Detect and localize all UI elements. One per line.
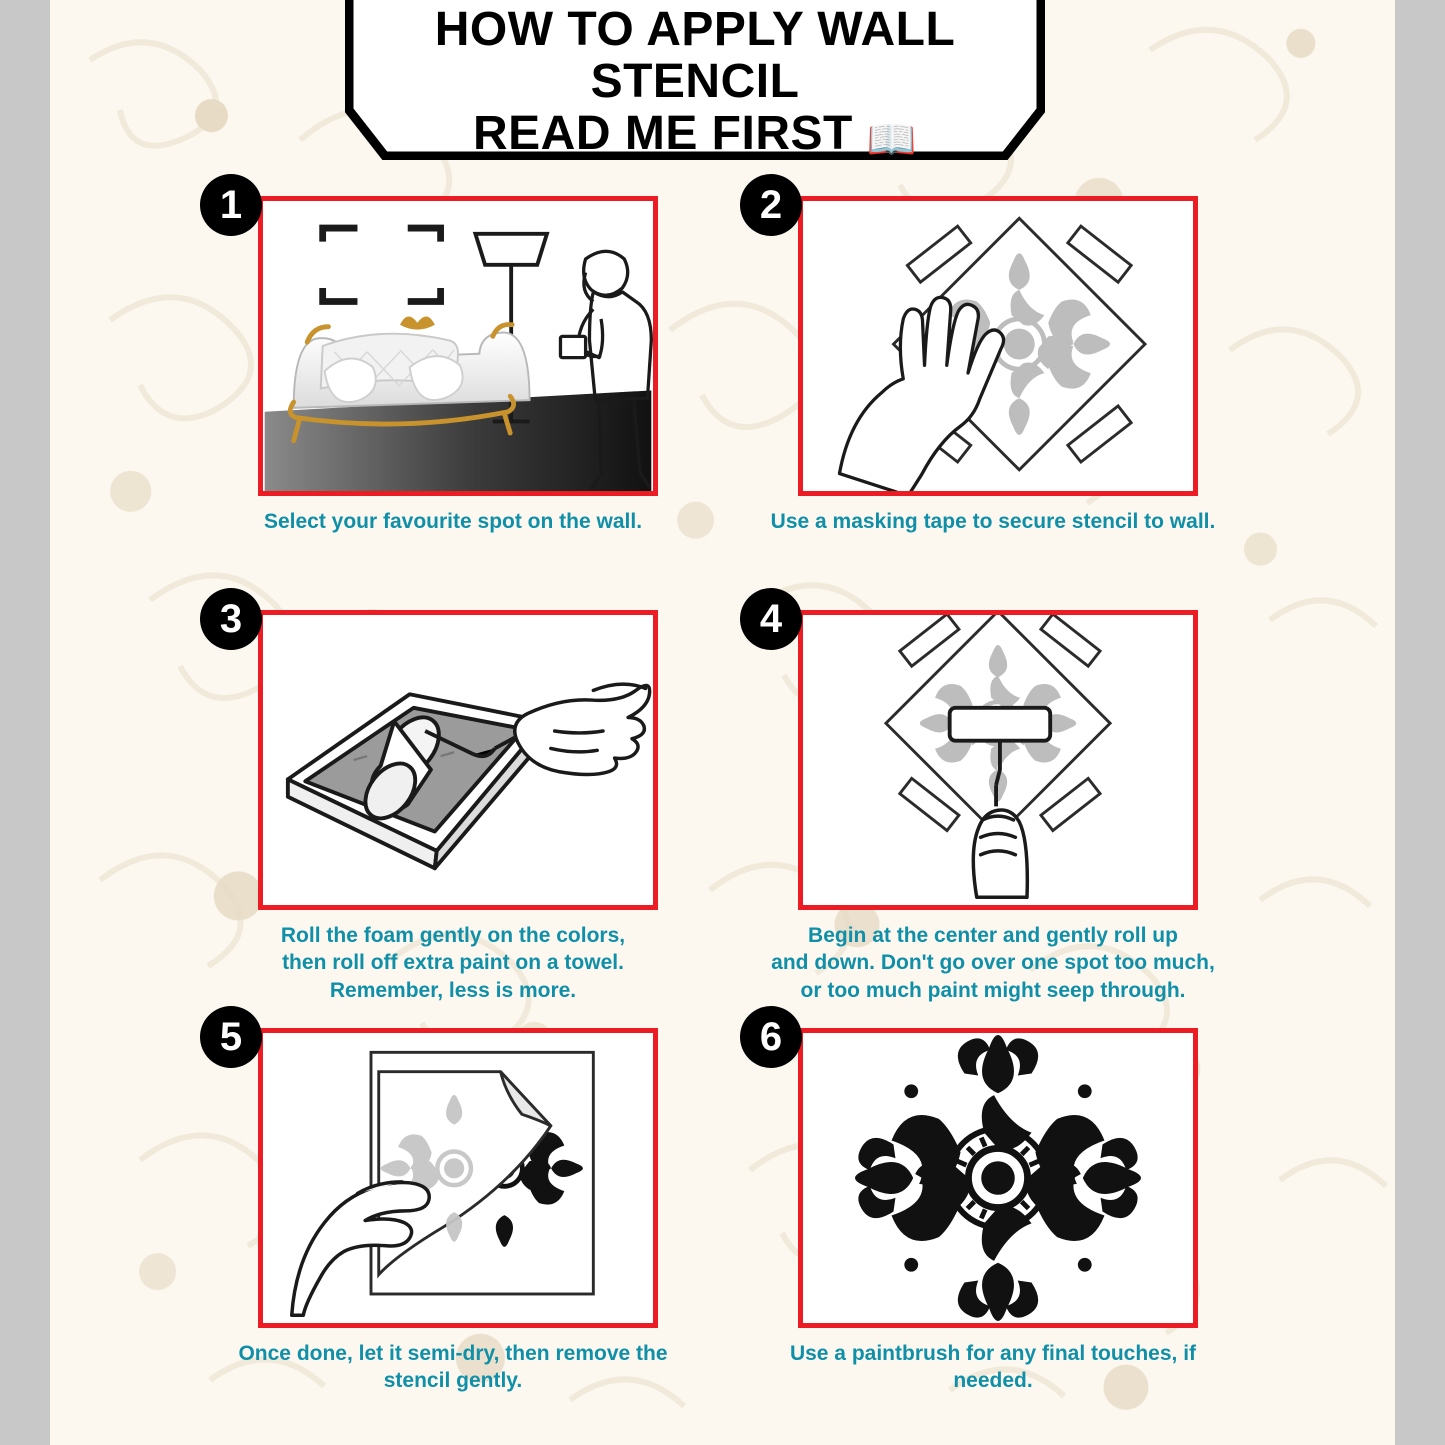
- rolling-paint-over-taped-stencil-icon: [803, 615, 1193, 905]
- step-6: [758, 1014, 1228, 1395]
- step-6-illustration: [798, 1028, 1198, 1328]
- step-1-number: 1: [200, 174, 262, 236]
- step-5: [218, 1014, 688, 1395]
- step-3-caption-line-2: then roll off extra paint on a towel.: [282, 951, 624, 975]
- step-6-number: 6: [740, 1006, 802, 1068]
- step-2: [758, 182, 1228, 535]
- living-room-sofa-lamp-person-icon: [263, 201, 653, 491]
- step-4-caption-line-2: and down. Don't go over one spot too much,: [771, 951, 1215, 975]
- step-5-illustration: [258, 1028, 658, 1328]
- title-line-2-wrap: [345, 108, 1045, 162]
- step-1-illustration: [258, 196, 658, 496]
- step-4-caption-line-1: Begin at the center and gently roll up: [808, 924, 1178, 947]
- step-4-caption: [758, 922, 1228, 1004]
- step-3-illustration: [258, 610, 658, 910]
- step-6-caption: Use a paintbrush for any final touches, if needed.: [789, 1342, 1197, 1393]
- step-5-number: 5: [200, 1006, 262, 1068]
- step-5-caption: [218, 1340, 688, 1395]
- title-line-1: HOW TO APPLY WALL STENCIL: [434, 3, 956, 108]
- step-3-caption-line-1: Roll the foam gently on the colors,: [280, 924, 626, 947]
- step-3: [218, 596, 688, 1004]
- hand-peeling-stencil-icon: [263, 1033, 653, 1323]
- step-3-caption: [218, 922, 688, 1004]
- step-2-number: 2: [740, 174, 802, 236]
- paint-tray-with-foam-roller-icon: [263, 615, 653, 905]
- instruction-poster: [50, 0, 1395, 1445]
- step-2-caption: Use a masking tape to secure stencil to wall.: [770, 510, 1216, 533]
- step-4: [758, 596, 1228, 1004]
- step-4-caption-line-3: or too much paint might seep through.: [800, 978, 1186, 1002]
- step-3-caption-line-3: Remember, less is more.: [329, 978, 577, 1002]
- hand-taping-stencil-icon: [803, 201, 1193, 491]
- step-3-number: 3: [200, 588, 262, 650]
- page-title: [345, 4, 1045, 162]
- step-4-illustration: [798, 610, 1198, 910]
- step-2-illustration: [798, 196, 1198, 496]
- step-4-number: 4: [740, 588, 802, 650]
- open-book-icon: 📖: [866, 117, 917, 162]
- title-banner: [345, 0, 1045, 160]
- step-5-caption-line-2: stencil gently.: [383, 1369, 523, 1393]
- finished-damask-motif-icon: [803, 1033, 1193, 1323]
- step-1: [218, 182, 688, 535]
- title-line-2: READ ME FIRST: [473, 106, 853, 160]
- step-5-caption-line-1: Once done, let it semi-dry, then remove the: [238, 1342, 668, 1365]
- step-1-caption: Select your favourite spot on the wall.: [263, 510, 643, 533]
